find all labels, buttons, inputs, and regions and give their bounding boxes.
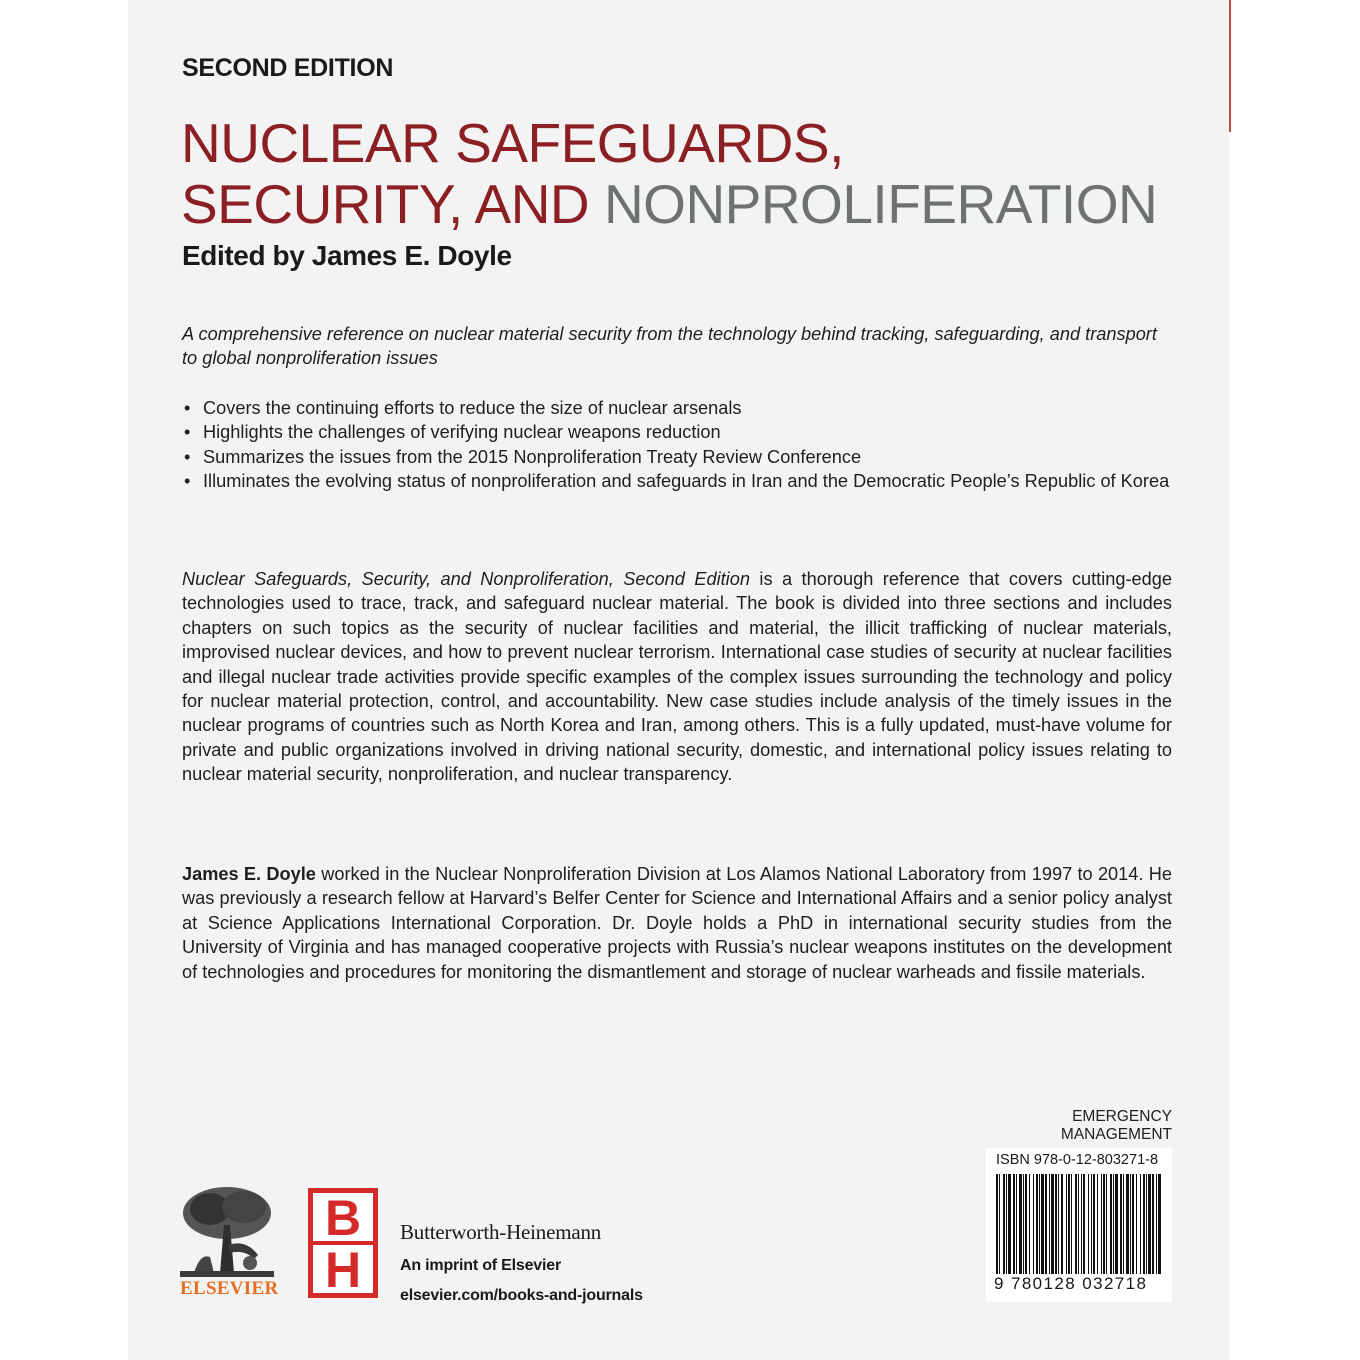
barcode-bar [1045, 1174, 1047, 1274]
category-label: EMERGENCY MANAGEMENT [1060, 1108, 1172, 1143]
barcode-bar [1066, 1174, 1067, 1274]
barcode-bar [1083, 1174, 1085, 1274]
barcode-bar [996, 1174, 998, 1274]
barcode-bar [1023, 1174, 1024, 1274]
barcode-bar [1029, 1174, 1030, 1274]
barcode-bar [1136, 1174, 1137, 1274]
barcode-bar [1055, 1174, 1057, 1274]
title-line-1: NUCLEAR SAFEGUARDS, [181, 112, 844, 174]
barcode-bar [1158, 1174, 1161, 1274]
bh-letter-h: H [324, 1242, 362, 1298]
author-bio [182, 862, 1172, 984]
barcode-bar [1033, 1174, 1034, 1274]
spine-accent-line [1229, 0, 1231, 132]
book-description [182, 567, 1172, 787]
barcode-bar [1019, 1174, 1022, 1274]
publisher-url: elsevier.com/books-and-journals [400, 1287, 643, 1304]
barcode-bar [1115, 1174, 1118, 1274]
barcode-bar [1058, 1174, 1059, 1274]
bio-name: James E. Doyle [182, 864, 316, 884]
feature-list [182, 396, 1172, 494]
description-title: Nuclear Safeguards, Security, and Nonproliferation, Second Edition [182, 569, 750, 589]
barcode-bar [1061, 1174, 1063, 1274]
barcode-bar [1097, 1174, 1098, 1274]
title-line-2-red: SECURITY, AND [181, 173, 604, 235]
edition-label: SECOND EDITION [182, 54, 394, 82]
barcode-bar [1143, 1174, 1145, 1274]
barcode-bar [1016, 1174, 1017, 1274]
barcode-bar [1003, 1174, 1005, 1274]
barcode-bar [1101, 1174, 1102, 1274]
barcode-bar [1075, 1174, 1077, 1274]
title-line-2-gray: NONPROLIFERATION [603, 173, 1158, 235]
barcode-bar [1148, 1174, 1151, 1274]
tagline: A comprehensive reference on nuclear material security from the technology behind tracking, safeguarding, and transport to global nonproliferation issues [182, 324, 1157, 369]
barcode-digits: 9 780128 032718 [994, 1274, 1148, 1293]
barcode-bar [1068, 1174, 1070, 1274]
barcode-panel [986, 1148, 1172, 1302]
isbn-text: ISBN 978-0-12-803271-8 [996, 1152, 1159, 1168]
bh-letter-b: B [324, 1190, 362, 1246]
barcode-bar [1091, 1174, 1092, 1274]
description-body: is a thorough reference that covers cutting-edge technologies used to trace, track, and safeguard nuclear material. The book is divided into three sections and includes chapters on such topics as the security of nuclear facilities and material, the illicit trafficking of nuclear materials, improvised nuclear devices, and how to prevent nuclear terrorism. International case studies of security at nuclear facilities and illegal nuclear trade activities provide specific examples of the complex issues surrounding the technology and policy for nuclear material protection, control, and accountability. New case studies include analysis of the timely issues in the nuclear programs of countries such as North Korea and Iran, among others. This is a fully updated, must-have volume for private and public organizations involved in driving national security, domestic, and international policy issues relating to nuclear material security, nonproliferation, and nuclear transparency. [182, 569, 1173, 785]
barcode-bar [1078, 1174, 1079, 1274]
bio-body: worked in the Nuclear Nonproliferation Division at Los Alamos National Laboratory from 1997 to 2014. He was previously a research fellow at Harvard’s Belfer Center for Science and International Affairs and a senior policy analyst at Science Applications International Corporation. Dr. Doyle holds a PhD in international security studies from the University of Virginia and has managed cooperative projects with Russia’s nuclear weapons institutes on the development of technologies and procedures for monitoring the dismantlement and storage of nuclear warheads and fissile materials. [182, 864, 1172, 982]
elsevier-tree-logo-icon [180, 1185, 274, 1277]
barcode-bar [1025, 1174, 1027, 1274]
list-item: • Summarizes the issues from the 2015 Nonproliferation Treaty Review Conference [182, 445, 1172, 469]
barcode-bar [1006, 1174, 1007, 1274]
barcode-bar [1123, 1174, 1124, 1274]
barcode-bar [1110, 1174, 1112, 1274]
barcode-bar [1013, 1174, 1015, 1274]
book-title [181, 113, 1157, 235]
publisher-name: Butterworth-Heinemann [400, 1220, 602, 1244]
barcode-bar [1088, 1174, 1089, 1274]
barcode-bar [1130, 1174, 1131, 1274]
barcode-bar [1081, 1174, 1082, 1274]
list-item: • Illuminates the evolving status of nonproliferation and safeguards in Iran and the Democratic People’s Republic of Korea [182, 469, 1172, 493]
barcode-bar [1106, 1174, 1107, 1274]
barcode-bar [1071, 1174, 1072, 1274]
elsevier-wordmark: ELSEVIER [180, 1278, 279, 1299]
barcode-bar [1120, 1174, 1122, 1274]
barcode-bar [1132, 1174, 1134, 1274]
barcode-bar [1093, 1174, 1095, 1274]
barcode-bar [1008, 1174, 1011, 1274]
list-item: • Covers the continuing efforts to reduce the size of nuclear arsenals [182, 396, 1172, 420]
barcode-bar [999, 1174, 1000, 1274]
barcode-bar [1051, 1174, 1054, 1274]
butterworth-heinemann-logo-icon [308, 1188, 378, 1298]
barcode-bar [1140, 1174, 1141, 1274]
barcode-bar [1049, 1174, 1050, 1274]
barcode-bar [1146, 1174, 1147, 1274]
barcode-bar [1039, 1174, 1040, 1274]
barcode-bar [1041, 1174, 1044, 1274]
barcode-icon [996, 1174, 1162, 1274]
barcode-bar [1126, 1174, 1129, 1274]
barcode-bar [1156, 1174, 1157, 1274]
publisher-imprint: An imprint of Elsevier [400, 1257, 561, 1274]
editor-credit: Edited by James E. Doyle [182, 240, 512, 271]
publisher-info [400, 1220, 643, 1305]
list-item: • Highlights the challenges of verifying nuclear weapons reduction [182, 420, 1172, 444]
barcode-bar [1036, 1174, 1038, 1274]
barcode-bar [1152, 1174, 1154, 1274]
barcode-bar [1103, 1174, 1105, 1274]
barcode-bar [1113, 1174, 1114, 1274]
